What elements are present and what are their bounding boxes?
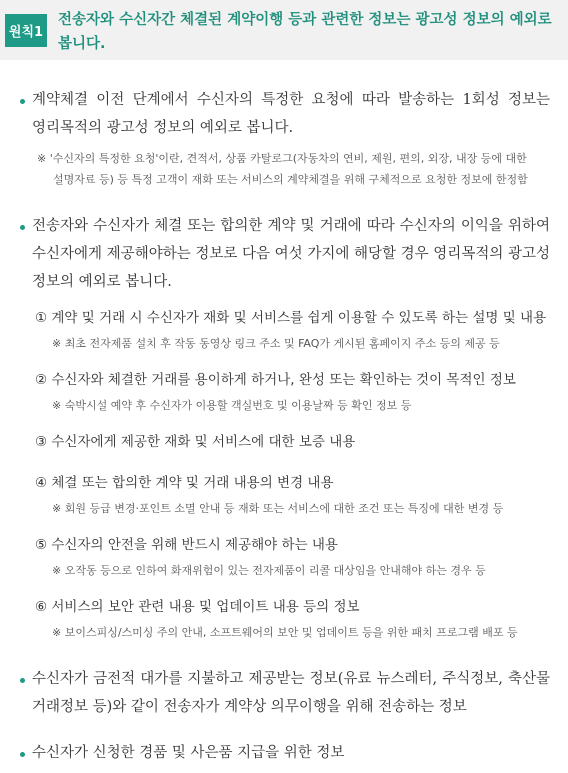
bullet-text: 계약체결 이전 단계에서 수신자의 특정한 요청에 따라 발송하는 1회성 정보는 영리목적의 광고성 정보의 예외로 봅니다. bbox=[32, 92, 550, 136]
list-item: ⑤ 수신자의 안전을 위해 반드시 제공해야 하는 내용 bbox=[35, 537, 338, 553]
list-item-note: ※ 최초 전자제품 설치 후 작동 동영상 링크 주소 및 FAQ가 게시된 홈페이지 주소 등의 제공 등 bbox=[52, 337, 500, 350]
principle-badge: 원칙1 bbox=[5, 14, 47, 47]
bullet-item bbox=[20, 739, 550, 767]
list-item: ④ 체결 또는 합의한 계약 및 거래 내용의 변경 내용 bbox=[35, 475, 334, 491]
list-item: ⑥ 서비스의 보안 관련 내용 및 업데이트 내용 등의 정보 bbox=[35, 599, 360, 615]
bullet-text: 수신자가 신청한 경품 및 사은품 지급을 위한 정보 bbox=[32, 745, 345, 761]
bullet-dot-icon bbox=[20, 678, 25, 683]
bullet-dot-icon bbox=[20, 99, 25, 104]
list-item-note: ※ 보이스피싱/스미싱 주의 안내, 소프트웨어의 보안 및 업데이트 등을 위한 패치 프로그램 배포 등 bbox=[52, 626, 518, 639]
bullet-item bbox=[20, 86, 550, 142]
bullet-dot-icon bbox=[20, 752, 25, 757]
bullet-item bbox=[20, 212, 550, 296]
bullet-text: 수신자가 금전적 대가를 지불하고 제공받는 정보(유료 뉴스레터, 주식정보, 축산물 거래정보 등)와 같이 전송자가 계약상 의무이행을 위해 전송하는 정보 bbox=[32, 671, 550, 715]
list-item: ① 계약 및 거래 시 수신자가 재화 및 서비스를 쉽게 이용할 수 있도록 하는 설명 및 내용 bbox=[35, 310, 547, 326]
list-item-note: ※ 숙박시설 예약 후 수신자가 이용할 객실번호 및 이용날짜 등 확인 정보 등 bbox=[52, 399, 412, 412]
principle-title: 전송자와 수신자간 체결된 계약이행 등과 관련한 정보는 광고성 정보의 예외로 봅니다. bbox=[58, 12, 552, 52]
bullet-text: 전송자와 수신자가 체결 또는 합의한 계약 및 거래에 따라 수신자의 이익을 위하여 수신자에게 제공해야하는 정보로 다음 여섯 가지에 해당할 경우 영리목적의 광고성 정보의 예외로 봅니다. bbox=[32, 218, 550, 290]
list-item-note: ※ 회원 등급 변경·포인트 소멸 안내 등 재화 또는 서비스에 대한 조건 또는 특징에 대한 변경 등 bbox=[52, 502, 504, 515]
list-item-note: ※ 오작동 등으로 인하여 화재위험이 있는 전자제품이 리콜 대상임을 안내해야 하는 경우 등 bbox=[52, 564, 486, 577]
bullet-item bbox=[20, 665, 550, 721]
bullet-note: ※ '수신자의 특정한 요청'이란, 견적서, 상품 카탈로그(자동차의 연비, 제원, 편의, 외장, 내장 등에 대한 설명자료 등) 등 특정 고객이 재화 또는 서비스의 계약체결을 위해 구체적으로 요청한 정보에 한정함 bbox=[37, 152, 528, 186]
list-item: ② 수신자와 체결한 거래를 용이하게 하거나, 완성 또는 확인하는 것이 목적인 정보 bbox=[35, 372, 516, 388]
bullet-dot-icon bbox=[20, 225, 25, 230]
principle-header bbox=[0, 0, 568, 60]
list-item: ③ 수신자에게 제공한 재화 및 서비스에 대한 보증 내용 bbox=[35, 434, 356, 450]
